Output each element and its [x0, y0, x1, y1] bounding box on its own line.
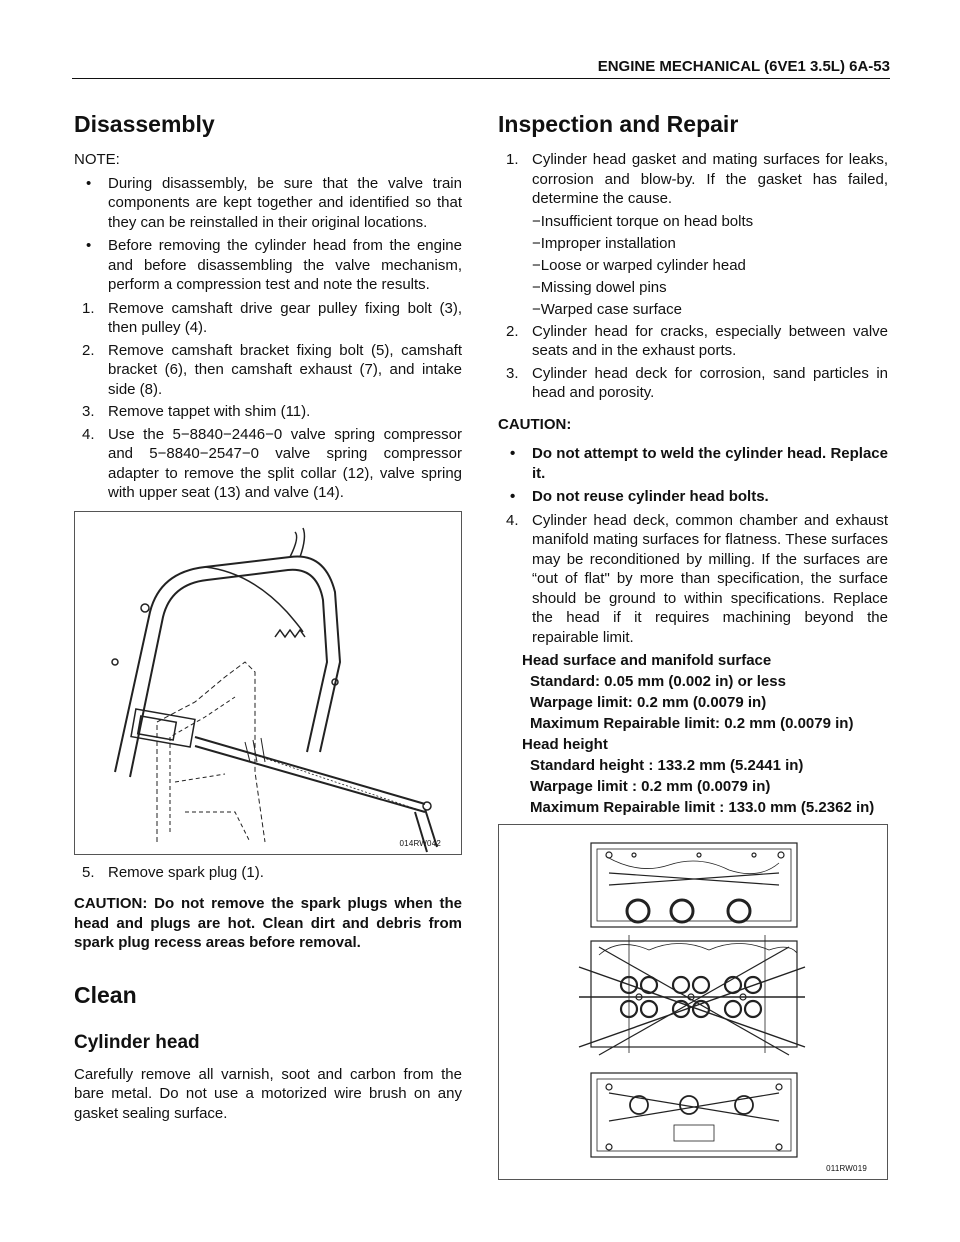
disassembly-steps-continued [74, 863, 462, 883]
valve-spring-compressor-figure [74, 511, 462, 855]
clean-instructions: Carefully remove all varnish, soot and carbon from the bare metal. Do not use a motorized wire brush on any gasket sealing surface. [74, 1065, 462, 1122]
spark-plug-caution: CAUTION: Do not remove the spark plugs when the head and plugs are hot. Clean dirt and debris from spark plug recess areas before removal. [74, 895, 462, 951]
step-number: 1. [506, 151, 519, 168]
disassembly-step [74, 402, 462, 422]
spec-value: Warpage limit : 0.2 mm (0.0079 in) [530, 778, 771, 795]
step-text: Remove spark plug (1). [108, 863, 264, 881]
disassembly-step [74, 863, 462, 883]
disassembly-step [74, 425, 462, 503]
flatness-specifications [498, 650, 888, 818]
step-text: Remove tappet with shim (11). [108, 403, 311, 420]
spec-value: Warpage limit: 0.2 mm (0.0079 in) [530, 694, 767, 711]
inspection-step [498, 511, 888, 648]
right-column [498, 110, 888, 1180]
valve-spring-compressor-illustration [75, 512, 461, 854]
cause-item: −Missing dowel pins [532, 278, 667, 296]
note-bullet: • Before removing the cylinder head from the engine and before disassembling the valve mechanism, perform a compression test and note the results. [74, 236, 462, 295]
cylinder-head-heading: Cylinder head [74, 1031, 200, 1053]
step-number: 2. [82, 341, 95, 359]
step-number: 2. [506, 322, 519, 340]
figure-code-label: 011RW019 [826, 1164, 867, 1173]
caution-bullet: • Do not attempt to weld the cylinder head. Replace it. [498, 444, 888, 483]
step-number: 3. [82, 403, 95, 420]
inspection-steps-2 [498, 322, 888, 403]
disassembly-step [74, 299, 462, 338]
inspection-steps [498, 150, 888, 209]
note-label: NOTE: [74, 151, 120, 168]
disassembly-steps [74, 299, 462, 503]
step-text: Use the 5−8840−2446−0 valve spring compressor and 5−8840−2547−0 valve spring compressor adapter to remove the split collar (12), valve spring with upper seat (13) and valve (14). [108, 425, 462, 501]
gasket-failure-causes [498, 212, 888, 320]
step-number: 5. [82, 863, 95, 881]
caution-bullet: • Do not reuse cylinder head bolts. [498, 487, 888, 507]
caution-label: CAUTION: [498, 415, 572, 433]
cylinder-head-flatness-illustration [499, 825, 887, 1179]
clean-heading: Clean [74, 981, 137, 1008]
cause-item: −Insufficient torque on head bolts [532, 212, 754, 230]
caution-bullet-list [498, 444, 888, 507]
cause-item: −Loose or warped cylinder head [532, 256, 746, 274]
step-text: Cylinder head for cracks, especially between valve seats and in the exhaust ports. [532, 322, 888, 359]
spec-value: Standard height : 133.2 mm (5.2441 in) [530, 757, 804, 774]
cause-item: −Warped case surface [532, 300, 682, 318]
cylinder-head-flatness-figure [498, 824, 888, 1180]
disassembly-step [74, 341, 462, 400]
inspection-step [498, 322, 888, 361]
disassembly-heading: Disassembly [74, 111, 215, 137]
step-text: Cylinder head gasket and mating surfaces for leaks, corrosion and blow-by. If the gasket has failed, determine the cause. [532, 151, 888, 207]
page-header-title: ENGINE MECHANICAL (6VE1 3.5L) 6A-53 [597, 58, 890, 75]
cause-item: −Improper installation [532, 234, 676, 252]
step-number: 1. [82, 299, 95, 317]
step-number: 4. [506, 511, 519, 529]
note-bullet: • During disassembly, be sure that the valve train components are kept together and identified so that they can be reinstalled in their original locations. [74, 174, 462, 233]
spec-heading: Head surface and manifold surface [522, 652, 772, 669]
inspection-step [498, 150, 888, 209]
spec-heading: Head height [522, 736, 608, 753]
inspection-heading: Inspection and Repair [498, 111, 739, 137]
spec-value: Standard: 0.05 mm (0.002 in) or less [530, 673, 786, 690]
figure-code-label: 014RW042 [399, 838, 441, 848]
spec-value: Maximum Repairable limit : 133.0 mm (5.2362 in) [530, 799, 875, 816]
inspection-step [498, 364, 888, 403]
step-number: 4. [82, 425, 95, 443]
left-column [74, 110, 462, 1123]
spec-value: Maximum Repairable limit: 0.2 mm (0.0079 in) [530, 715, 854, 732]
page-header [72, 58, 890, 79]
step-number: 3. [506, 364, 519, 382]
note-bullet-list [74, 174, 462, 295]
step-text: Remove camshaft drive gear pulley fixing bolt (3), then pulley (4). [108, 299, 462, 336]
step-text: Cylinder head deck, common chamber and exhaust manifold mating surfaces for flatness. These surfaces may be reconditioned by milling. If the surfaces are “out of flat" by more than specification, the surface should be ground to within specifications. Replace the head if it requires machining beyond the repairable limit. [532, 511, 888, 646]
inspection-steps-3 [498, 511, 888, 648]
step-text: Remove camshaft bracket fixing bolt (5), camshaft bracket (6), then camshaft exhaust (7), and intake side (8). [108, 341, 462, 398]
step-text: Cylinder head deck for corrosion, sand particles in head and porosity. [532, 364, 888, 401]
